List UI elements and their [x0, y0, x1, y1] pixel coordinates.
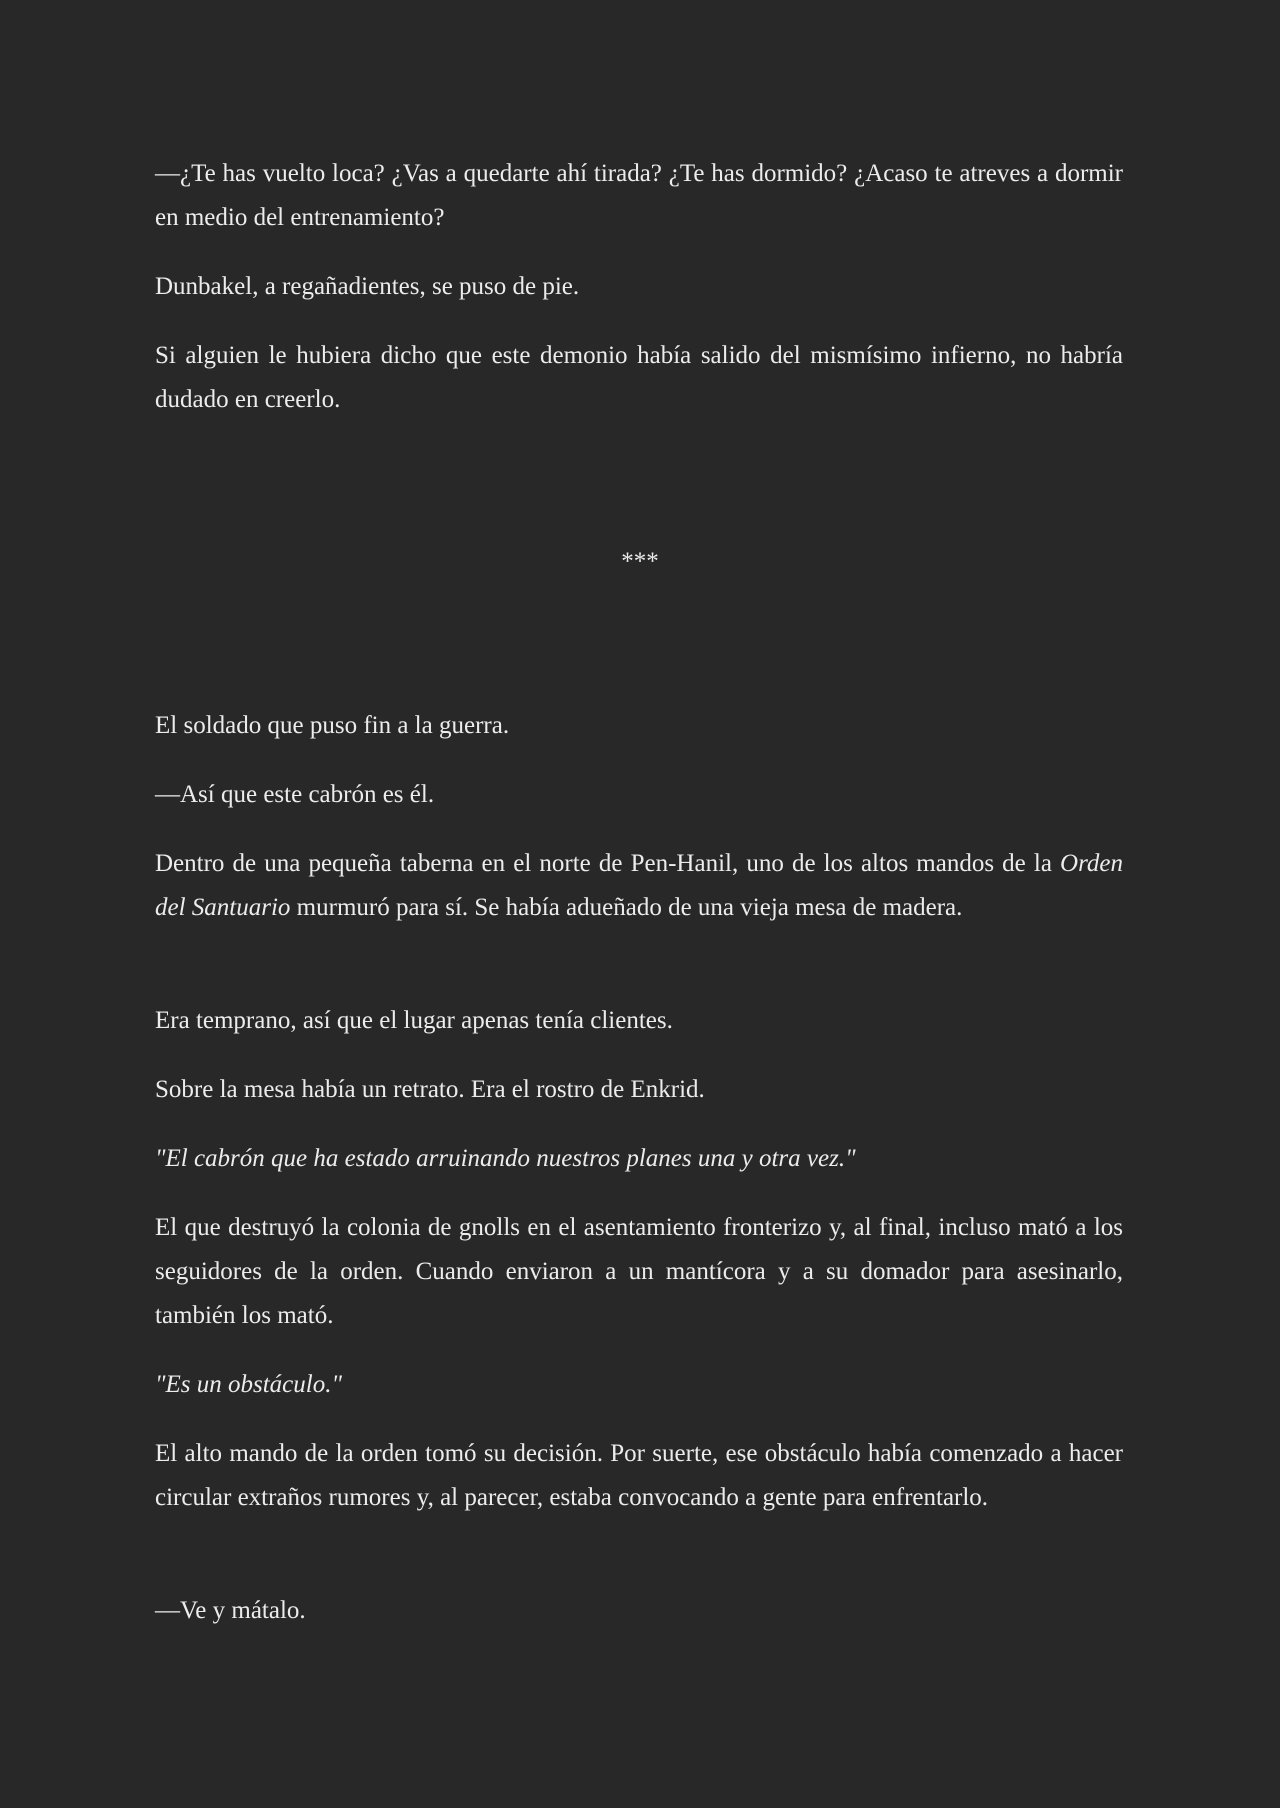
paragraph-5: —Así que este cabrón es él. [155, 781, 435, 808]
thought-1: "El cabrón que ha estado arruinando nuestros planes una y otra vez." [155, 1145, 856, 1172]
scene-separator: *** [621, 548, 659, 575]
paragraph-9: El que destruyó la colonia de gnolls en el asentamiento fronterizo y, al final, incluso mató a los seguidores de la orden. Cuando enviaron a un mantícora y a su domador para asesinarlo, también los mató. [155, 1214, 1123, 1329]
paragraph-8: Sobre la mesa había un retrato. Era el rostro de Enkrid. [155, 1076, 705, 1103]
paragraph-6-lead: Dentro de una pequeña taberna en el norte de Pen-Hanil, uno de los altos mandos de la [155, 850, 1061, 877]
thought-2: "Es un obstáculo." [155, 1371, 342, 1398]
paragraph-11: —Ve y mátalo. [155, 1597, 306, 1624]
paragraph-10: El alto mando de la orden tomó su decisión. Por suerte, ese obstáculo había comenzado a hacer circular extraños rumores y, al parecer, estaba convocando a gente para enfrentarlo. [155, 1440, 1123, 1511]
paragraph-1: —¿Te has vuelto loca? ¿Vas a quedarte ahí tirada? ¿Te has dormido? ¿Acaso te atreves a dormir en medio del entrenamiento? [155, 160, 1123, 231]
order-name-italic: Orden del Santuario [155, 850, 1123, 921]
paragraph-4: El soldado que puso fin a la guerra. [155, 712, 510, 739]
paragraph-6-tail: murmuró para sí. Se había adueñado de una vieja mesa de madera. [290, 894, 963, 921]
paragraph-6 [155, 842, 1123, 930]
paragraph-7: Era temprano, así que el lugar apenas tenía clientes. [155, 1007, 673, 1034]
paragraph-2: Dunbakel, a regañadientes, se puso de pie. [155, 273, 580, 300]
paragraph-3: Si alguien le hubiera dicho que este demonio había salido del mismísimo infierno, no habría dudado en creerlo. [155, 342, 1123, 413]
